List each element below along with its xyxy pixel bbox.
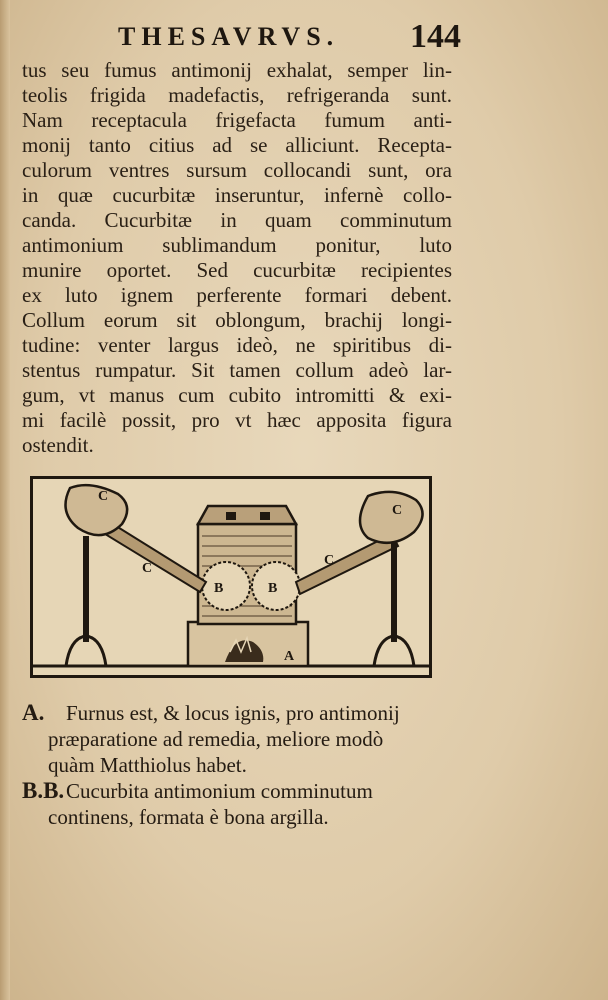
text-line: culorum ventres sursum collocandi sunt, ora	[22, 158, 452, 182]
cucurbit-left	[202, 562, 250, 610]
text-line: Nam receptacula frigefacta fumum anti-	[22, 108, 452, 132]
legend-text: Furnus est, & locus ignis, pro antimonij	[66, 701, 400, 725]
legend-key: B.B.	[22, 778, 65, 803]
text-line: tus seu fumus antimonij exhalat, semper lin-	[22, 58, 452, 82]
body-text	[22, 58, 452, 458]
furnace-top	[198, 506, 296, 524]
text-line: ostendit.	[22, 433, 94, 457]
text-line: tudine: venter largus ideò, ne spiritibus di-	[22, 333, 452, 357]
text-line: gum, vt manus cum cubito intromitti & exi-	[22, 383, 452, 407]
label-a: A	[284, 649, 295, 664]
text-line: antimonium sublimandum ponitur, luto	[22, 233, 452, 257]
vent-left	[226, 512, 236, 520]
legend-item-a	[22, 700, 462, 726]
legend-text: Cucurbita antimonium comminutum	[66, 779, 373, 803]
label-c-left: C	[98, 489, 109, 504]
text-line: ex luto ignem perferente formari debent.	[22, 283, 452, 307]
text-line: stentus rumpatur. Sit tamen collum adeò lar-	[22, 358, 452, 382]
legend-text: quàm Matthiolus habet.	[48, 753, 247, 777]
label-b-left: B	[214, 581, 224, 596]
page-edge	[0, 0, 10, 1000]
woodcut-figure	[30, 476, 432, 678]
text-line: munire oportet. Sed cucurbitæ recipientes	[22, 258, 452, 282]
page-number: 144	[410, 18, 461, 55]
text-line: in quæ cucurbitæ inseruntur, infernè collo-	[22, 183, 452, 207]
label-b-right: B	[268, 581, 278, 596]
text-line: mi facilè possit, pro vt hæc apposita figura	[22, 408, 452, 432]
text-line: Collum eorum sit oblongum, brachij longi-	[22, 308, 452, 332]
label-c-neck-left: C	[142, 561, 153, 576]
label-c-right: C	[392, 503, 403, 518]
vent-right	[260, 512, 270, 520]
text-line: canda. Cucurbitæ in quam comminutum	[22, 208, 452, 232]
label-c-neck-right: C	[324, 553, 335, 568]
text-line: monij tanto citius ad se alliciunt. Recepta-	[22, 133, 452, 157]
text-line: teolis frigida madefactis, refrigeranda sunt.	[22, 83, 452, 107]
legend-key: A.	[22, 700, 45, 725]
running-head: THESAVRVS.	[118, 22, 340, 51]
legend-item-b	[22, 778, 462, 804]
figure-legend	[22, 700, 462, 830]
legend-text: præparatione ad remedia, meliore modò	[48, 727, 384, 751]
page-header	[0, 20, 608, 60]
legend-text: continens, formata è bona argilla.	[48, 805, 329, 829]
